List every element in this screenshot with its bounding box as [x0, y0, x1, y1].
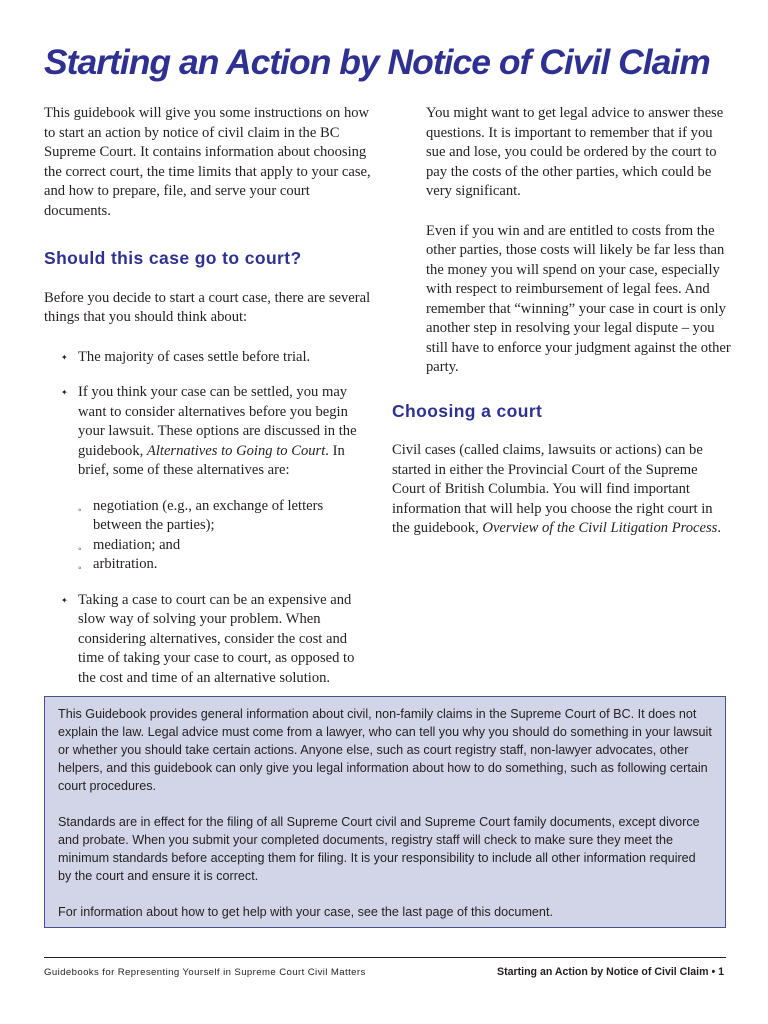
before-paragraph: Before you decide to start a court case, there are several things that you should think about:	[44, 289, 371, 325]
intro-paragraph: This guidebook will give you some instructions on how to start an action by notice of civil claim in the BC Supreme Court. It contains information about choosing the correct court, the time limits that apply to your case, and how to prepare, file, and serve your court documents.	[44, 105, 371, 219]
heading-choosing-court: Choosing a court	[392, 400, 543, 421]
left-column	[44, 104, 374, 688]
paragraph-text: Civil cases (called claims, lawsuits or actions) can be started in either the Provincial Court of the Supreme Court of British Columbia. You will find important information that will help you choose the right court in the guidebook,	[392, 442, 713, 536]
circle-bullet-icon: ◦	[78, 543, 82, 555]
footer-series-title: Guidebooks for Representing Yourself in Supreme Court Civil Matters	[44, 967, 366, 978]
list-item	[78, 536, 374, 556]
star-bullet-icon: ✦	[61, 352, 68, 362]
choosing-court-paragraph	[392, 441, 732, 539]
bullet-text: . In brief, some of these alternatives are:	[78, 442, 345, 478]
alternatives-list	[78, 497, 374, 575]
considerations-list	[44, 348, 374, 689]
star-bullet-icon: ✦	[61, 595, 68, 605]
bullet-text: The majority of cases settle before trial.	[78, 348, 311, 365]
notice-paragraph: Standards are in effect for the filing of all Supreme Court civil and Supreme Court family documents, except divorce and probate. When you submit your completed documents, registry staff will check to make sure they meet the minimum standards before accepting them for filing. It is your responsibility to include all other information required by the court and ensure it is correct.	[58, 815, 700, 883]
bullet-text: Taking a case to court can be an expensive and slow way of solving your problem. When considering alternatives, consider the cost and time of taking your case to court, as opposed to the cost and time of an alternative solution.	[78, 591, 355, 686]
footer-page-label: Starting an Action by Notice of Civil Claim • 1	[497, 966, 724, 978]
costs-paragraph: Even if you win and are entitled to costs from the other parties, those costs will likely be far less than the money you will spend on your case, especially with respect to reimbursement of legal fees. And remember that “winning” your case in court is only another step in resolving your legal dispute – you still have to enforce your judgment against the other party.	[426, 222, 731, 375]
sub-item-text: mediation; and	[93, 536, 181, 553]
right-indented-block	[392, 104, 732, 378]
right-column	[392, 104, 732, 539]
notice-paragraph: This Guidebook provides general information about civil, non-family claims in the Supreme Court of BC. It does not explain the law. Legal advice must come from a lawyer, who can tell you why you should do something in your lawsuit or whether you should take certain actions. Anyone else, such as court registry staff, non-lawyer advocates, other helpers, and this guidebook can only give you legal information about how to do something, such as following certain court procedures.	[58, 707, 712, 793]
sub-item-text: negotiation (e.g., an exchange of letters between the parties);	[93, 497, 324, 533]
sub-item-text: arbitration.	[93, 556, 158, 572]
guidebook-reference: Overview of the Civil Litigation Process	[482, 520, 718, 536]
paragraph-text: .	[717, 520, 722, 536]
bullet-text: If you think your case can be settled, you may want to consider alternatives before you begin your lawsuit. These options are discussed in the guidebook,	[78, 384, 357, 459]
list-item	[78, 497, 374, 536]
page-title: Starting an Action by Notice of Civil Claim	[44, 42, 710, 82]
notice-box	[44, 696, 726, 928]
circle-bullet-icon: ◦	[78, 563, 82, 574]
circle-bullet-icon: ◦	[78, 504, 82, 516]
star-bullet-icon: ✦	[61, 388, 68, 397]
notice-paragraph: For information about how to get help with your case, see the last page of this document.	[58, 905, 553, 919]
heading-should-go-to-court: Should this case go to court?	[44, 248, 302, 268]
legal-advice-paragraph: You might want to get legal advice to answer these questions. It is important to remember that if you sue and lose, you could be ordered by the court to pay the costs of the other parties, which could be very significant.	[426, 105, 724, 199]
guidebook-reference: Alternatives to Going to Court	[146, 442, 326, 459]
list-item	[44, 383, 374, 575]
list-item	[44, 591, 374, 689]
list-item	[78, 555, 374, 575]
list-item	[44, 348, 374, 368]
footer-divider	[44, 957, 726, 958]
